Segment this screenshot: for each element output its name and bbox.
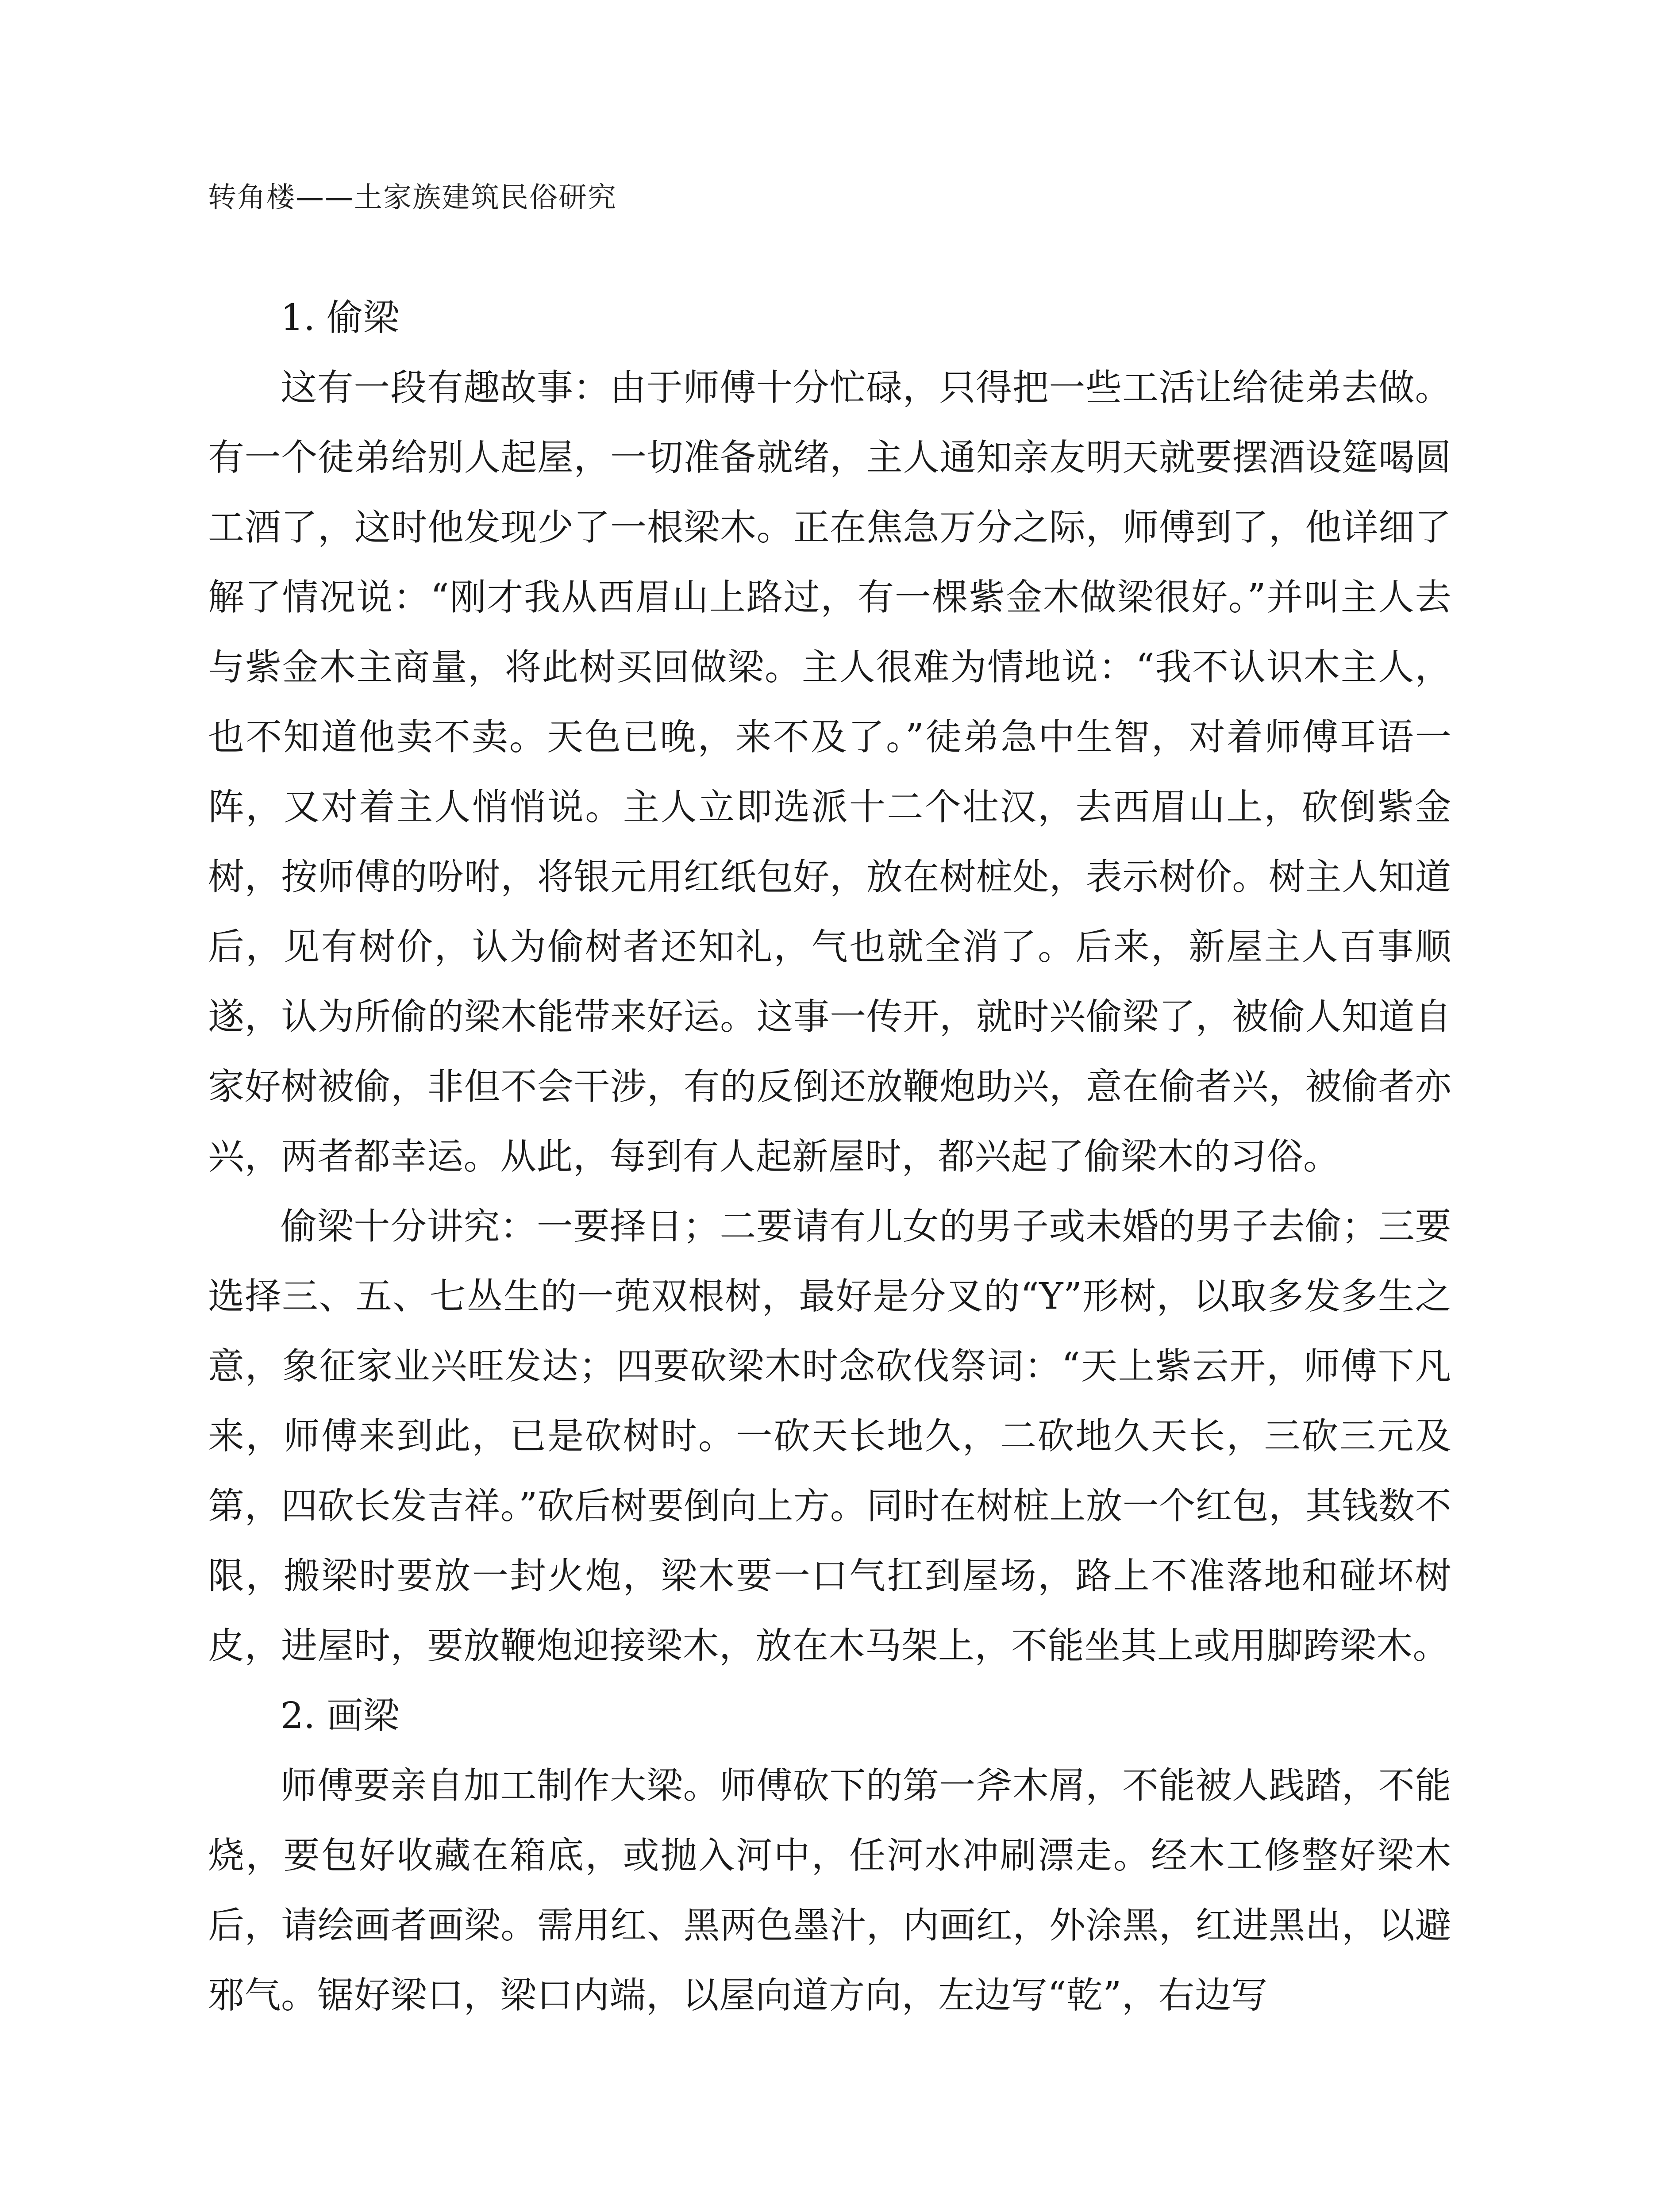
section-heading-hualiang: 2. 画梁 [281, 1695, 400, 1737]
paragraph: 这有一段有趣故事：由于师傅十分忙碌，只得把一些工活让给徒弟去做。有一个徒弟给别人起屋，一切准备就绪，主人通知亲友明天就要摆酒设筵喝圆工酒了，这时他发现少了一根梁木。正在焦急万分之际，师傅到了，他详细了解了情况说：“刚才我从西眉山上路过，有一棵紫金木做梁很好。”并叫主人去与紫金木主商量，将此树买回做梁。主人很难为情地说：“我不认识木主人，也不知道他卖不卖。天色已晚，来不及了。”徒弟急中生智，对着师傅耳语一阵，又对着主人悄悄说。主人立即选派十二个壮汉，去西眉山上，砍倒紫金树，按师傅的吩咐，将银元用红纸包好，放在树桩处，表示树价。树主人知道后，见有树价，认为偷树者还知礼，气也就全消了。后来，新屋主人百事顺遂，认为所偷的梁木能带来好运。这事一传开，就时兴偷梁了，被偷人知道自家好树被偷，非但不会干涉，有的反倒还放鞭炮助兴，意在偷者兴，被偷者亦兴，两者都幸运。从此，每到有人起新屋时，都兴起了偷梁木的习俗。 [208, 367, 1451, 1178]
paragraph: 偷梁十分讲究：一要择日；二要请有儿女的男子或未婚的男子去偷；三要选择三、五、七丛生的一蔸双根树，最好是分叉的“Y”形树，以取多发多生之意，象征家业兴旺发达；四要砍梁木时念砍伐祭词：“天上紫云开，师傅下凡来，师傅来到此，已是砍树时。一砍天长地久，二砍地久天长，三砍三元及第，四砍长发吉祥。”砍后树要倒向上方。同时在树桩上放一个红包，其钱数不限，搬梁时要放一封火炮，梁木要一口气扛到屋场，路上不准落地和碰坏树皮，进屋时，要放鞭炮迎接梁木，放在木马架上，不能坐其上或用脚跨梁木。 [208, 1206, 1451, 1667]
paragraph: 师傅要亲自加工制作大梁。师傅砍下的第一斧木屑，不能被人践踏，不能烧，要包好收藏在箱底，或抛入河中，任河水冲刷漂走。经木工修整好梁木后，请绘画者画梁。需用红、黑两色墨汁，内画红，外涂黑，红进黑出，以避邪气。锯好梁口，梁口内端，以屋向道方向，左边写“乾”，右边写 [208, 1765, 1451, 2016]
running-header: 转角楼——土家族建筑民俗研究 [208, 181, 617, 214]
page-body [208, 283, 1451, 2031]
section-heading-touliang: 1. 偷梁 [281, 297, 400, 339]
